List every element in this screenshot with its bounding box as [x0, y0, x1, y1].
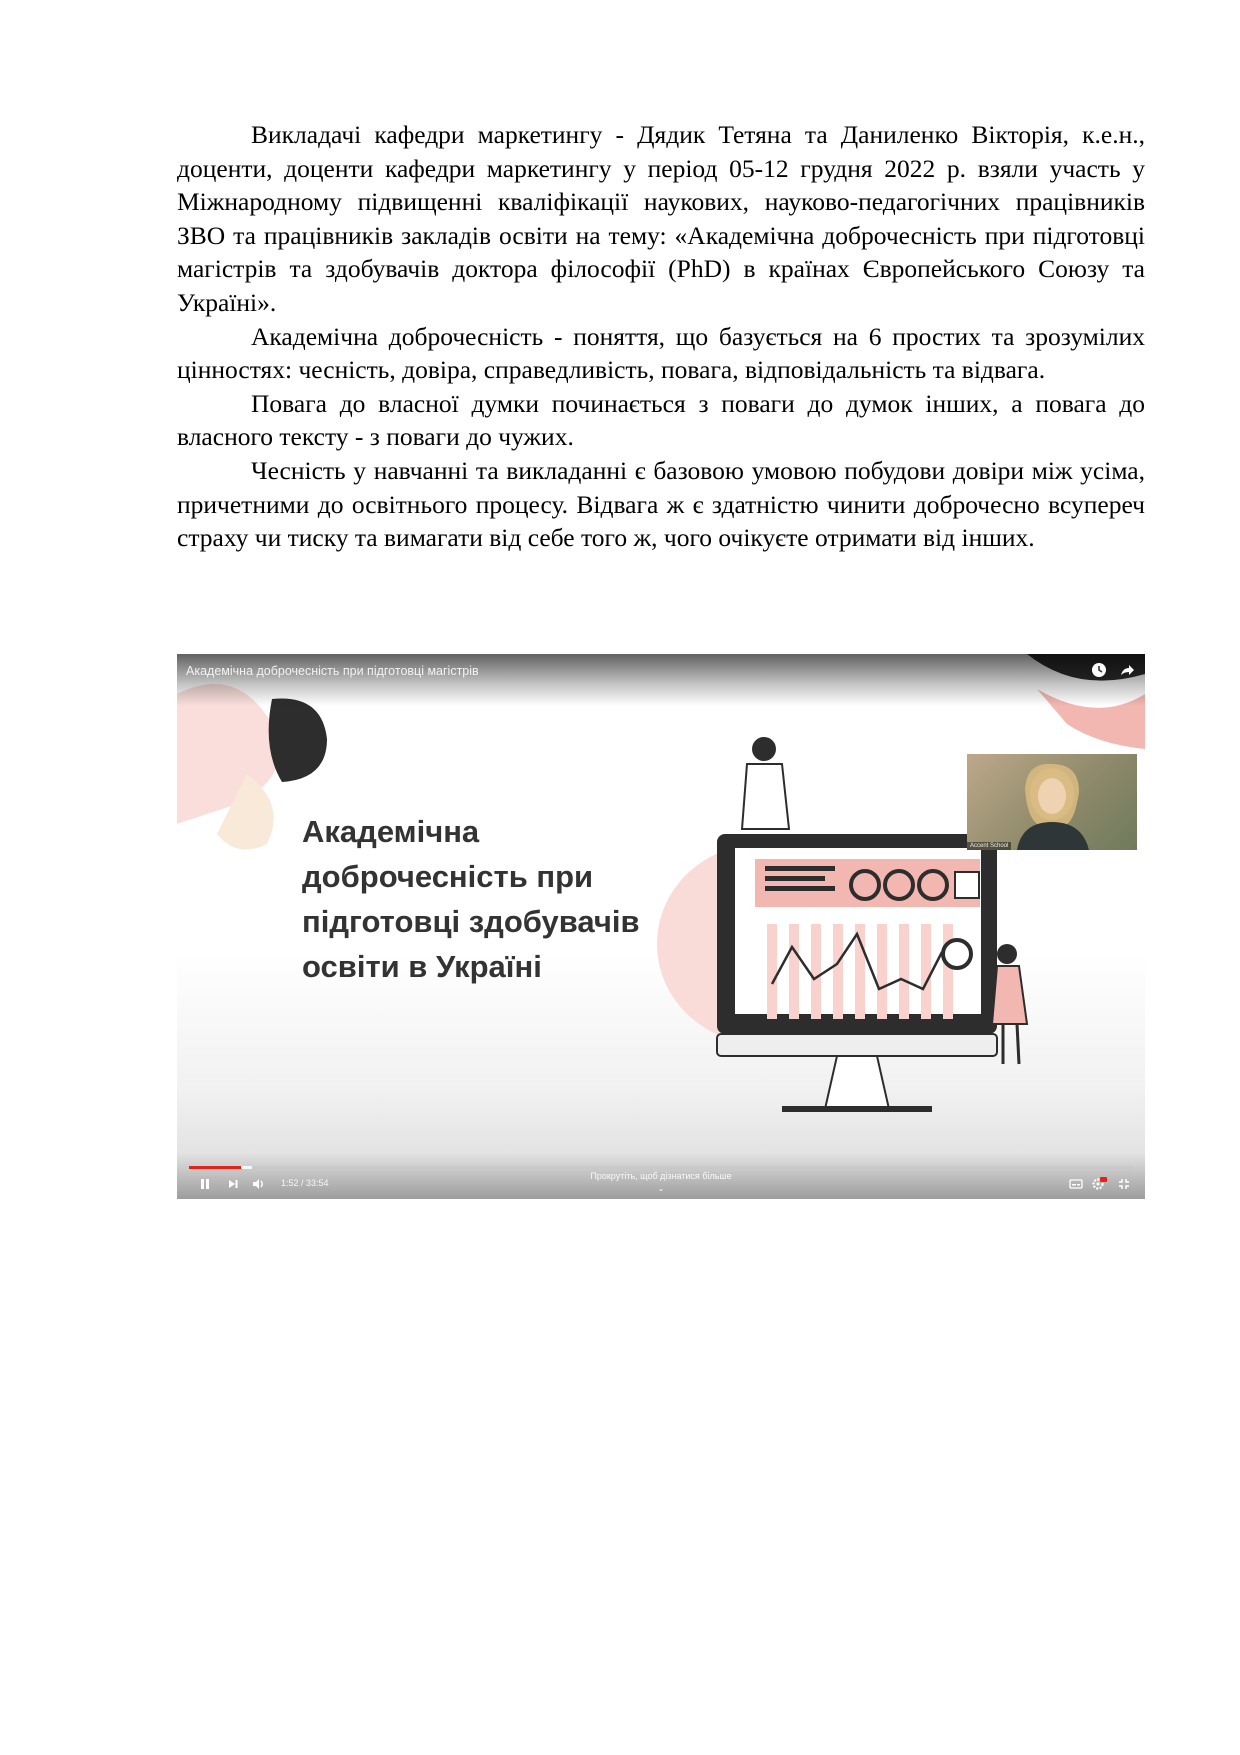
webcam-label: Accent School	[967, 842, 1011, 850]
progress-bar[interactable]	[189, 1166, 1133, 1169]
paragraph: Викладачі кафедри маркетингу - Дядик Тетяна та Даниленко Вікторія, к.е.н., доценти, доценти кафедри маркетингу у період 05-12 грудня 2022 р. взяли участь у Міжнародному підвищенні кваліфікації наукових, науково-педагогічних працівників ЗВО та працівників закладів освіти на тему: «Академічна доброчесність при підготовці магістрів та здобувачів доктора філософії (PhD) в країнах Європейського Союзу та Україні».	[177, 120, 1145, 317]
subtitles-icon[interactable]	[1069, 1177, 1083, 1195]
webcam-overlay	[967, 754, 1137, 850]
paragraph: Чесність у навчанні та викладанні є базовою умовою побудови довіри між усіма, причетними до освітнього процесу. Відвага ж є здатністю чинити доброчесно всупереч страху чи тиску та вимагати від себе того ж, чого очікуєте отримати від інших.	[177, 455, 1145, 553]
document-body	[177, 118, 1145, 555]
video-player[interactable]	[177, 654, 1145, 1199]
progress-fill	[189, 1166, 241, 1169]
fullscreen-exit-icon[interactable]	[1118, 1177, 1130, 1195]
chevron-down-icon[interactable]: ⌄	[657, 1184, 665, 1193]
settings-icon[interactable]	[1091, 1177, 1107, 1195]
clock-icon[interactable]	[1091, 662, 1107, 683]
buffer-bar	[241, 1166, 252, 1169]
share-icon[interactable]	[1119, 662, 1135, 683]
slide-title: Академічна доброчесність при підготовці здобувачів освіти в Україні	[302, 814, 640, 984]
paragraph: Повага до власної думки починається з поваги до думок інших, а повага до власного тексту - з поваги до чужих.	[177, 388, 1145, 452]
video-title[interactable]: Академічна доброчесність при підготовці магістрів	[186, 664, 479, 678]
video-top-bar	[177, 654, 1145, 706]
scroll-hint[interactable]: Прокрутіть, щоб дізнатися більше	[590, 1171, 732, 1181]
video-controls	[177, 1153, 1145, 1199]
time-display: 1:52 / 33:54	[281, 1178, 329, 1188]
paragraph: Академічна доброчесність - поняття, що базується на 6 простих та зрозумілих цінностях: чесність, довіра, справедливість, повага, відповідальність та відвага.	[177, 321, 1145, 385]
